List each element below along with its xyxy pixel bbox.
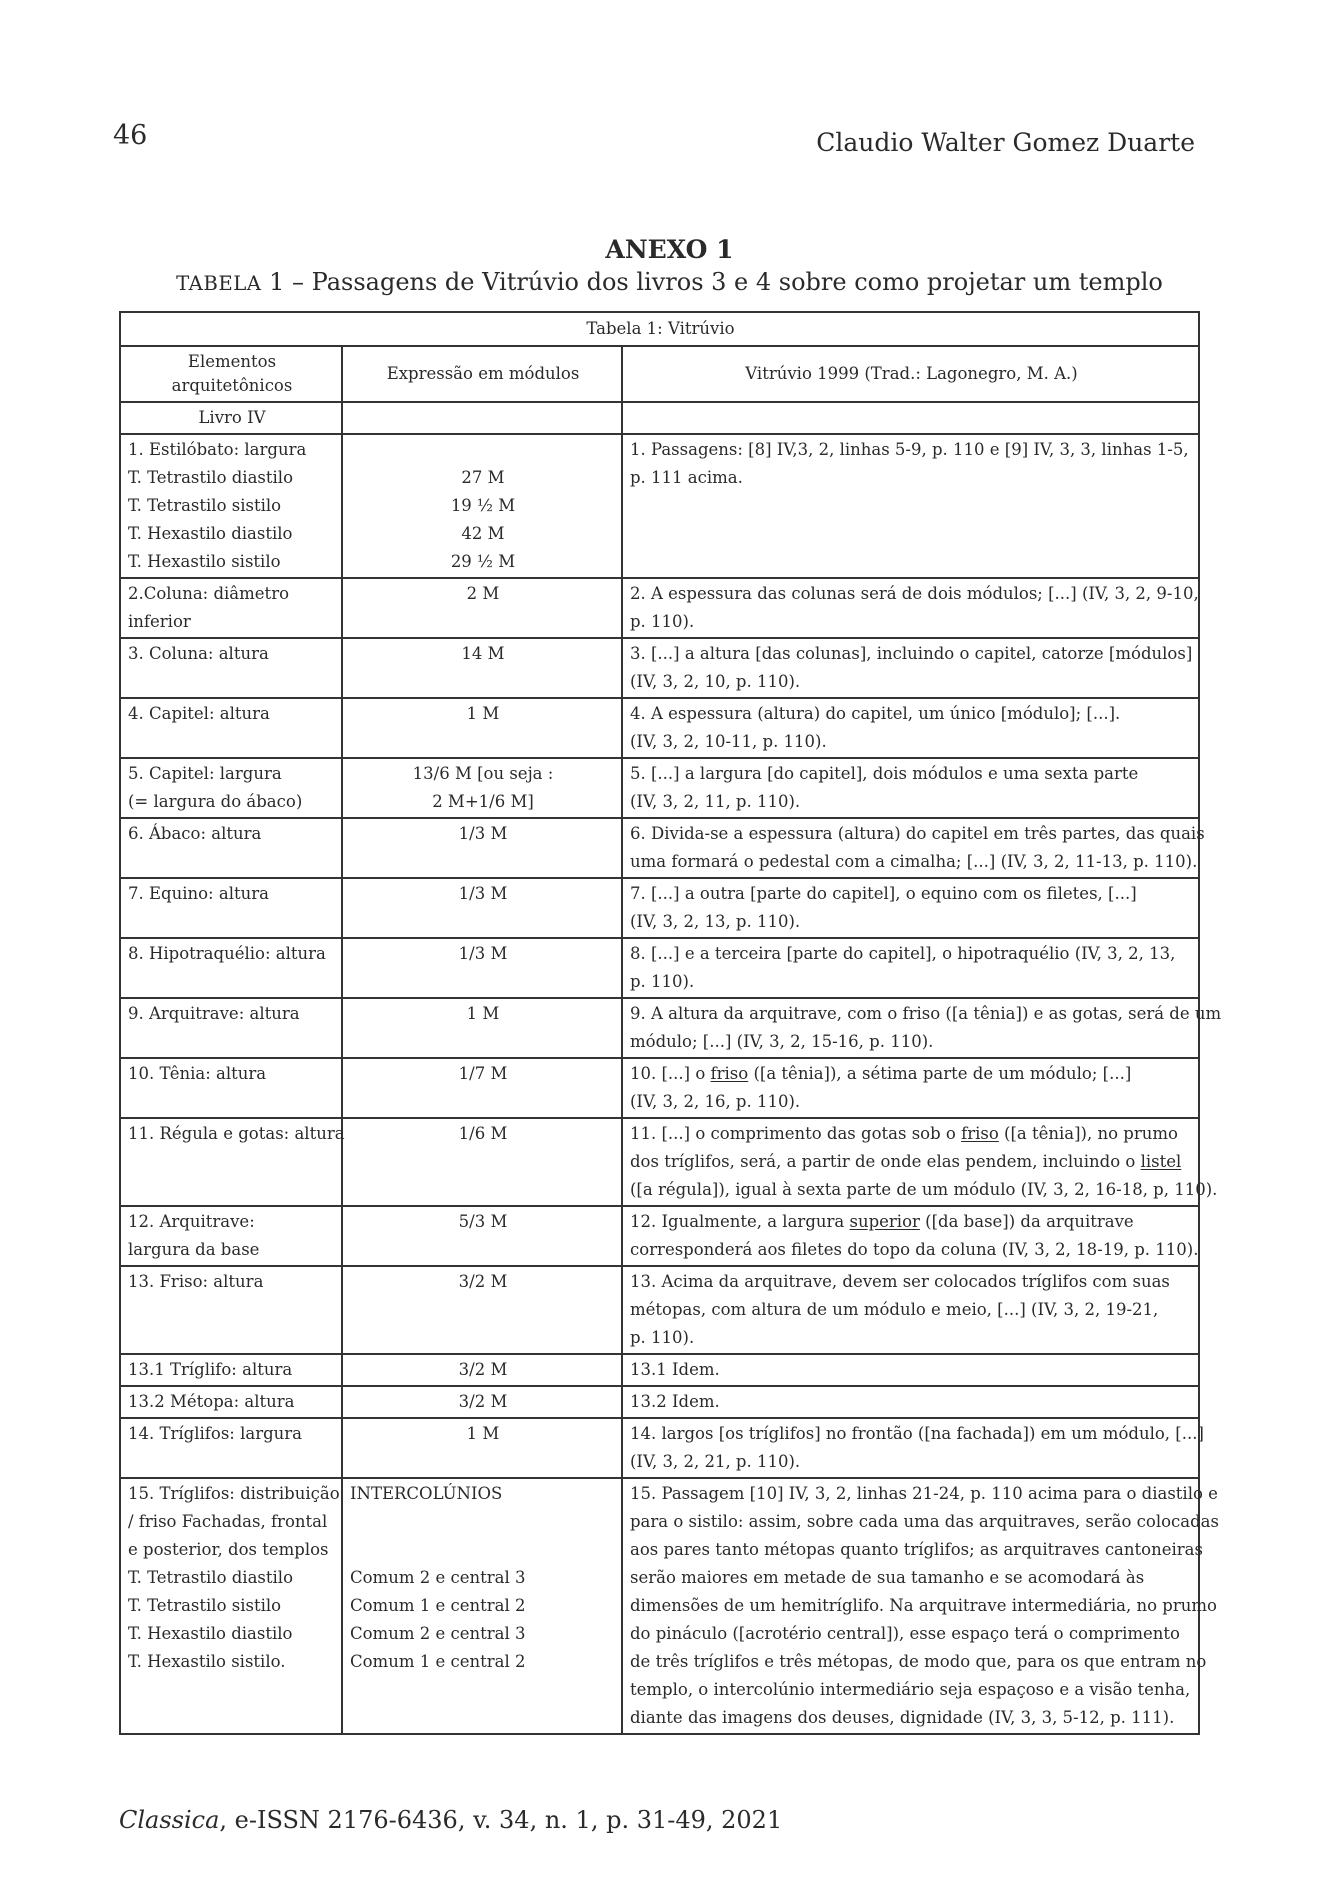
modules-line: 3/2 M (458, 1392, 508, 1411)
caption-label: TABELA (176, 272, 262, 295)
section-empty-cell (342, 402, 622, 434)
table-row (120, 1118, 1199, 1206)
modules-cell (342, 938, 622, 998)
column-header-vitruvius: Vitrúvio 1999 (Trad.: Lagonegro, M. A.) (622, 346, 1199, 402)
table-row (120, 1418, 1199, 1478)
text-fragment: 12. Igualmente, a largura (630, 1212, 850, 1231)
text-line: (IV, 3, 2, 11, p. 110). (630, 792, 801, 811)
modules-line: Comum 2 e central 3 (350, 1624, 526, 1643)
text-line: 1. Passagens: [8] IV,3, 2, linhas 5-9, p. 110 e [9] IV, 3, 3, linhas 1-5, (630, 440, 1189, 459)
text-line: módulo; [...] (IV, 3, 2, 15-16, p. 110). (630, 1032, 934, 1051)
element-line: / friso Fachadas, frontal (128, 1512, 328, 1531)
modules-line: 19 ½ M (450, 496, 516, 515)
modules-cell (342, 878, 622, 938)
table-row (120, 758, 1199, 818)
element-line: T. Tetrastilo diastilo (128, 468, 294, 487)
modules-line: 1/3 M (458, 824, 508, 843)
element-cell (120, 758, 342, 818)
running-head-author: Claudio Walter Gomez Duarte (816, 128, 1195, 157)
table-row (120, 638, 1199, 698)
modules-cell (342, 698, 622, 758)
element-line: T. Hexastilo sistilo (128, 552, 281, 571)
text-line: 14. largos [os tríglifos] no frontão ([na fachada]) em um módulo, [...] (630, 1424, 1204, 1443)
text-line: 9. A altura da arquitrave, com o friso ([a tênia]) e as gotas, será de um (630, 1004, 1222, 1023)
modules-line: 3/2 M (458, 1360, 508, 1379)
table-caption (0, 268, 1339, 296)
modules-cell (342, 1478, 622, 1734)
text-line: corresponderá aos filetes do topo da coluna (IV, 3, 2, 18-19, p. 110). (630, 1240, 1199, 1259)
table-row (120, 878, 1199, 938)
element-cell (120, 1478, 342, 1734)
element-line: 1. Estilóbato: largura (128, 440, 307, 459)
element-line: 8. Hipotraquélio: altura (128, 944, 326, 963)
caption-text: 1 – Passagens de Vitrúvio dos livros 3 e 4 sobre como projetar um templo (261, 268, 1163, 296)
vitruvius-table (119, 311, 1222, 1735)
vitruvius-text-cell (622, 1118, 1218, 1206)
underlined-term: friso (961, 1124, 999, 1143)
vitruvius-text-cell (622, 1478, 1219, 1734)
modules-line: 27 M (461, 468, 505, 487)
modules-line: 1 M (466, 1004, 500, 1023)
text-line: 5. [...] a largura [do capitel], dois módulos e uma sexta parte (630, 764, 1139, 783)
element-cell (120, 638, 342, 698)
table-row (120, 938, 1199, 998)
modules-line: 1/6 M (458, 1124, 508, 1143)
element-cell (120, 878, 342, 938)
modules-cell (342, 434, 622, 578)
element-cell (120, 998, 342, 1058)
text-line: 13.1 Idem. (630, 1360, 720, 1379)
modules-cell (342, 818, 622, 878)
text-line: p. 110). (630, 612, 695, 631)
text-line: (IV, 3, 2, 13, p. 110). (630, 912, 801, 931)
element-cell (120, 1386, 342, 1418)
element-line: 11. Régula e gotas: altura (128, 1124, 345, 1143)
element-line: e posterior, dos templos (128, 1540, 329, 1559)
vitruvius-text-cell (622, 638, 1199, 698)
element-cell (120, 434, 342, 578)
table-row (120, 1386, 1199, 1418)
modules-line: Comum 2 e central 3 (350, 1568, 526, 1587)
element-line: 12. Arquitrave: (128, 1212, 255, 1231)
element-line: (= largura do ábaco) (128, 792, 303, 811)
modules-cell (342, 998, 622, 1058)
table-row (120, 998, 1199, 1058)
text-fragment: ([a tênia]), a sétima parte de um módulo; [...] (748, 1064, 1132, 1083)
table-row (120, 818, 1199, 878)
modules-cell (342, 1206, 622, 1266)
modules-line: 2 M (466, 584, 500, 603)
text-line: (IV, 3, 2, 21, p. 110). (630, 1452, 801, 1471)
column-header-elements: Elementos arquitetônicos (120, 346, 342, 402)
element-cell (120, 1058, 342, 1118)
vitruvius-text-cell (622, 434, 1199, 578)
modules-line (350, 1536, 616, 1564)
vitruvius-text-cell (622, 698, 1199, 758)
table-row (120, 1266, 1199, 1354)
modules-cell (342, 1418, 622, 1478)
table-row (120, 1478, 1199, 1734)
element-line: 9. Arquitrave: altura (128, 1004, 300, 1023)
element-line: T. Hexastilo diastilo (128, 1624, 293, 1643)
modules-line: 1/3 M (458, 944, 508, 963)
text-line (630, 1060, 1193, 1088)
table-row (120, 1354, 1199, 1386)
modules-cell (342, 1266, 622, 1354)
column-header-modules: Expressão em módulos (342, 346, 622, 402)
modules-cell (342, 578, 622, 638)
modules-line: Comum 1 e central 2 (350, 1596, 526, 1615)
text-line (630, 1208, 1193, 1236)
element-cell (120, 1266, 342, 1354)
element-line: 10. Tênia: altura (128, 1064, 267, 1083)
text-line: serão maiores em metade de sua tamanho e se acomodará às (630, 1568, 1145, 1587)
modules-line: 1/7 M (458, 1064, 508, 1083)
element-line: T. Hexastilo sistilo. (128, 1652, 286, 1671)
underlined-term: superior (849, 1212, 920, 1231)
text-line: (IV, 3, 2, 10, p. 110). (630, 672, 801, 691)
modules-line: 29 ½ M (450, 552, 516, 571)
text-line: 15. Passagem [10] IV, 3, 2, linhas 21-24, p. 110 acima para o diastilo e (630, 1484, 1218, 1503)
modules-line: 42 M (461, 524, 505, 543)
modules-cell (342, 758, 622, 818)
vitruvius-text-cell (622, 938, 1199, 998)
text-line (630, 1120, 1193, 1148)
page-number: 46 (113, 120, 148, 151)
modules-line: 1/3 M (458, 884, 508, 903)
text-line: aos pares tanto métopas quanto tríglifos; as arquitraves cantoneiras (630, 1540, 1203, 1559)
text-line: (IV, 3, 2, 16, p. 110). (630, 1092, 801, 1111)
text-line: p. 111 acima. (630, 468, 743, 487)
text-line: 13.2 Idem. (630, 1392, 720, 1411)
element-line: 15. Tríglifos: distribuição (128, 1484, 340, 1503)
element-cell (120, 1418, 342, 1478)
table-row (120, 1058, 1199, 1118)
text-line: 13. Acima da arquitrave, devem ser colocados tríglifos com suas (630, 1272, 1170, 1291)
modules-cell (342, 1058, 622, 1118)
modules-line (350, 1508, 616, 1536)
text-line: 3. [...] a altura [das colunas], incluindo o capitel, catorze [módulos] (630, 644, 1193, 663)
annex-title: ANEXO 1 (605, 235, 734, 264)
text-line: dimensões de um hemitríglifo. Na arquitrave intermediária, no prumo (630, 1596, 1217, 1615)
text-fragment: ([a tênia]), no prumo (998, 1124, 1178, 1143)
element-line: 13. Friso: altura (128, 1272, 264, 1291)
vitruvius-text-cell (622, 1058, 1199, 1118)
modules-cell (342, 638, 622, 698)
element-cell (120, 698, 342, 758)
table-row (120, 434, 1199, 578)
vitruvius-text-cell (622, 1386, 1199, 1418)
text-line: ([a régula]), igual à sexta parte de um módulo (IV, 3, 2, 16-18, p, 110). (630, 1180, 1218, 1199)
element-line: T. Tetrastilo diastilo (128, 1568, 294, 1587)
modules-line: 13/6 M [ou seja : (412, 764, 554, 783)
modules-line: 3/2 M (458, 1272, 508, 1291)
text-fragment: 11. [...] o comprimento das gotas sob o (630, 1124, 962, 1143)
vitruvius-text-cell (622, 1354, 1199, 1386)
vitruvius-text-cell (622, 998, 1222, 1058)
section-label: Livro IV (120, 402, 342, 434)
footer-citation-text: , e-ISSN 2176-6436, v. 34, n. 1, p. 31-49, 2021 (219, 1806, 783, 1834)
modules-line: 14 M (461, 644, 505, 663)
vitruvius-text-cell (622, 578, 1199, 638)
element-line: 5. Capitel: largura (128, 764, 282, 783)
element-line: 4. Capitel: altura (128, 704, 270, 723)
modules-cell (342, 1386, 622, 1418)
text-fragment: dos tríglifos, será, a partir de onde elas pendem, incluindo o (630, 1152, 1141, 1171)
underlined-term: listel (1140, 1152, 1182, 1171)
text-line (630, 1148, 1193, 1176)
modules-line: 1 M (466, 704, 500, 723)
element-line: 2.Coluna: diâmetro (128, 584, 290, 603)
vitruvius-text-cell (622, 1266, 1199, 1354)
table-row (120, 698, 1199, 758)
element-cell (120, 1118, 345, 1206)
text-line: 2. A espessura das colunas será de dois módulos; [...] (IV, 3, 2, 9-10, (630, 584, 1199, 603)
vitruvius-text-cell (622, 758, 1199, 818)
vitruvius-text-cell (622, 1206, 1199, 1266)
element-cell (120, 1354, 342, 1386)
element-line: T. Hexastilo diastilo (128, 524, 293, 543)
element-line: 13.1 Tríglifo: altura (128, 1360, 293, 1379)
modules-cell (342, 1354, 622, 1386)
text-line: 7. [...] a outra [parte do capitel], o equino com os filetes, [...] (630, 884, 1137, 903)
element-cell (120, 578, 342, 638)
text-line: do pináculo ([acrotério central]), esse espaço terá o comprimento (630, 1624, 1180, 1643)
section-empty-cell (622, 402, 1199, 434)
modules-line: INTERCOLÚNIOS (350, 1484, 503, 1503)
text-line: templo, o intercolúnio intermediário seja espaçoso e a visão tenha, (630, 1680, 1191, 1699)
element-line: largura da base (128, 1240, 260, 1259)
element-line: 13.2 Métopa: altura (128, 1392, 295, 1411)
element-line: 6. Ábaco: altura (128, 824, 262, 843)
element-line: 3. Coluna: altura (128, 644, 269, 663)
text-line: uma formará o pedestal com a cimalha; [...] (IV, 3, 2, 11-13, p. 110). (630, 852, 1198, 871)
modules-line: 5/3 M (458, 1212, 508, 1231)
modules-line: 1 M (466, 1424, 500, 1443)
modules-line: Comum 1 e central 2 (350, 1652, 526, 1671)
text-fragment: 10. [...] o (630, 1064, 711, 1083)
modules-line: 2 M+1/6 M] (432, 792, 534, 811)
footer-citation (119, 1806, 782, 1834)
text-line: p. 110). (630, 1328, 695, 1347)
table-row (120, 1206, 1199, 1266)
text-fragment: ([da base]) da arquitrave (919, 1212, 1134, 1231)
text-line: de três tríglifos e três métopas, de modo que, para os que entram no (630, 1652, 1207, 1671)
element-line: T. Tetrastilo sistilo (128, 1596, 282, 1615)
element-line: 14. Tríglifos: largura (128, 1424, 302, 1443)
modules-line (350, 436, 616, 464)
table-row (120, 578, 1199, 638)
element-line: inferior (128, 612, 191, 631)
element-cell (120, 938, 342, 998)
text-line: para o sistilo: assim, sobre cada uma das arquitraves, serão colocadas (630, 1512, 1219, 1531)
text-line: 4. A espessura (altura) do capitel, um único [módulo]; [...]. (630, 704, 1121, 723)
vitruvius-text-cell (622, 878, 1199, 938)
underlined-term: friso (710, 1064, 749, 1083)
element-line: 7. Equino: altura (128, 884, 269, 903)
modules-cell (342, 1118, 622, 1206)
element-cell (120, 818, 342, 878)
vitruvius-text-cell (622, 818, 1205, 878)
element-line: T. Tetrastilo sistilo (128, 496, 282, 515)
text-line: p. 110). (630, 972, 695, 991)
table-banner: Tabela 1: Vitrúvio (120, 312, 1199, 346)
text-line: métopas, com altura de um módulo e meio, [...] (IV, 3, 2, 19-21, (630, 1300, 1159, 1319)
journal-name: Classica (119, 1806, 220, 1834)
text-line: (IV, 3, 2, 10-11, p. 110). (630, 732, 827, 751)
text-line: 6. Divida-se a espessura (altura) do capitel em três partes, das quais (630, 824, 1205, 843)
text-line: diante das imagens dos deuses, dignidade (IV, 3, 3, 5-12, p. 111). (630, 1708, 1175, 1727)
vitruvius-text-cell (622, 1418, 1204, 1478)
text-line: 8. [...] e a terceira [parte do capitel], o hipotraquélio (IV, 3, 2, 13, (630, 944, 1176, 963)
element-cell (120, 1206, 342, 1266)
